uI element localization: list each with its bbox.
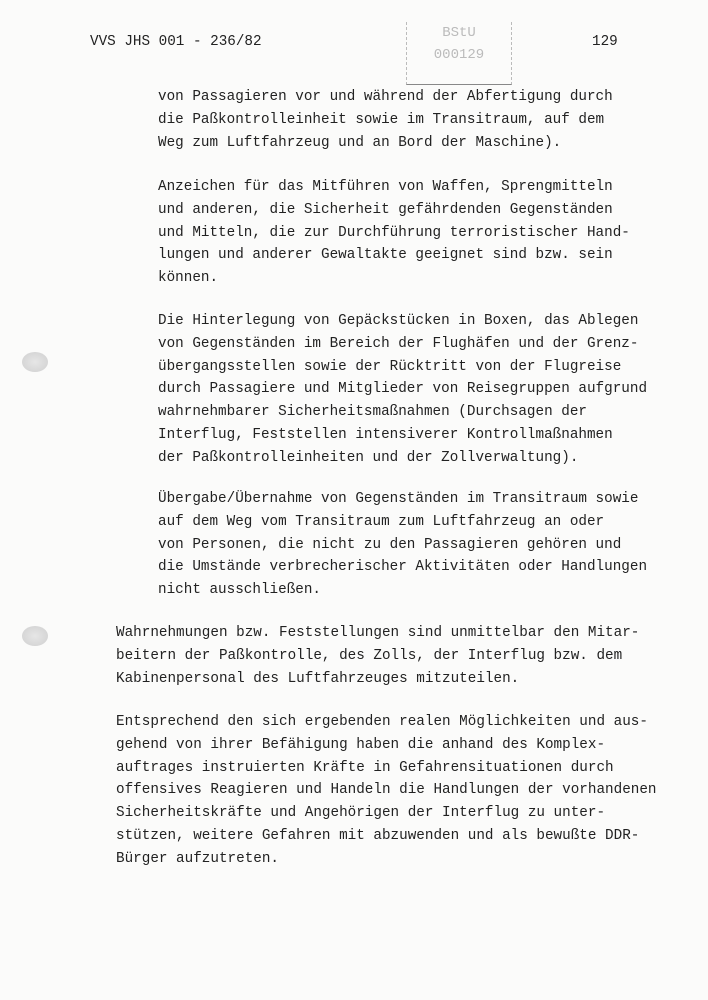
text-line: von Gegenständen im Bereich der Flughäfen und der Grenz- — [158, 335, 639, 352]
text-line: Wahrnehmungen bzw. Feststellungen sind unmittelbar den Mitar- — [116, 625, 640, 641]
paragraph — [158, 86, 613, 154]
text-line: beitern der Paßkontrolle, des Zolls, der Interflug bzw. dem — [116, 647, 623, 664]
text-line: wahrnehmbarer Sicherheitsmaßnahmen (Durchsagen der — [158, 404, 587, 421]
text-line: Weg zum Luftfahrzeug und an Bord der Maschine). — [158, 134, 562, 151]
text-line: Anzeichen für das Mitführen von Waffen, Sprengmitteln — [158, 179, 613, 195]
document-reference: VVS JHS 001 - 236/82 — [90, 34, 262, 50]
paragraph — [158, 488, 647, 602]
text-line: von Personen, die nicht zu den Passagieren gehören und — [158, 536, 622, 553]
paragraph — [116, 711, 657, 871]
text-line: Bürger aufzutreten. — [116, 850, 280, 867]
text-line: die Umstände verbrecherischer Aktivitäten oder Handlungen — [158, 559, 648, 576]
text-line: Kabinenpersonal des Luftfahrzeuges mitzuteilen. — [116, 670, 520, 687]
text-line: Entsprechend den sich ergebenden realen Möglichkeiten und aus- — [116, 714, 648, 730]
punch-hole — [22, 626, 48, 646]
text-line: die Paßkontrolleinheit sowie im Transitraum, auf dem — [158, 111, 605, 128]
text-line: stützen, weitere Gefahren mit abzuwenden und als bewußte DDR- — [116, 827, 640, 844]
text-line: Sicherheitskräfte und Angehörigen der Interflug zu unter- — [116, 805, 606, 822]
text-line: und Mitteln, die zur Durchführung terroristischer Hand- — [158, 224, 630, 241]
page-number: 129 — [592, 34, 618, 50]
punch-hole — [22, 352, 48, 372]
text-line: übergangsstellen sowie der Rücktritt von der Flugreise — [158, 358, 622, 375]
text-line: Die Hinterlegung von Gepäckstücken in Boxen, das Ablegen — [158, 313, 639, 329]
text-line: offensives Reagieren und Handeln die Handlungen der vorhandenen — [116, 782, 657, 799]
stamp-label: BStU — [442, 25, 476, 41]
text-line: der Paßkontrolleinheiten und der Zollverwaltung). — [158, 449, 579, 466]
text-line: auftrages instruierten Kräfte in Gefahrensituationen durch — [116, 759, 614, 776]
archive-stamp — [406, 22, 512, 85]
text-line: lungen und anderer Gewaltakte geeignet sind bzw. sein — [158, 247, 613, 264]
paragraph — [116, 622, 639, 690]
text-line: gehend von ihrer Befähigung haben die anhand des Komplex- — [116, 736, 606, 753]
paragraph — [158, 176, 630, 290]
text-line: von Passagieren vor und während der Abfertigung durch — [158, 89, 613, 105]
text-line: Interflug, Feststellen intensiverer Kontrollmaßnahmen — [158, 426, 613, 443]
stamp-number: 000129 — [433, 47, 485, 63]
text-line: können. — [158, 270, 219, 287]
text-line: nicht ausschließen. — [158, 582, 322, 599]
text-line: Übergabe/Übernahme von Gegenständen im Transitraum sowie — [158, 491, 639, 507]
text-line: durch Passagiere und Mitglieder von Reisegruppen aufgrund — [158, 381, 648, 398]
text-line: und anderen, die Sicherheit gefährdenden Gegenständen — [158, 201, 613, 218]
text-line: auf dem Weg vom Transitraum zum Luftfahrzeug an oder — [158, 513, 605, 530]
paragraph — [158, 310, 647, 470]
